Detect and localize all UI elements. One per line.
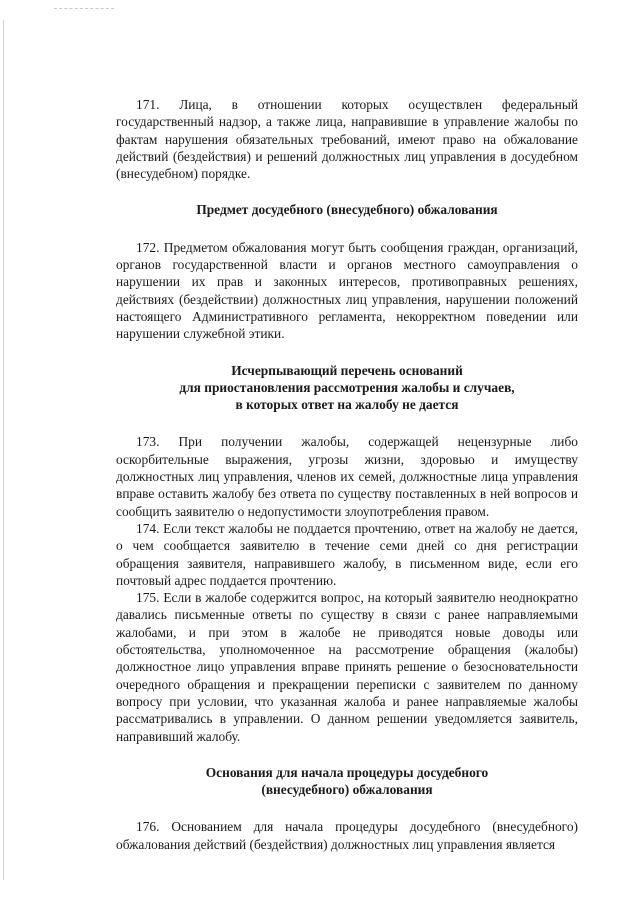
paragraph-173: 173. При получении жалобы, содержащей нецензурные либо оскорбительные выражения, угрозы жизни, здоровью и имуществу должностных лиц управления, членов их семей, должностные лица управления вправе оставить жалобу без ответа по существу поставленных в ней вопросов и сообщить заявителю о недопустимости злоупотребления правом.	[116, 434, 578, 519]
heading-grounds-for-suspension	[116, 362, 578, 414]
heading-line: Основания для начала процедуры досудебного	[205, 764, 489, 780]
document-page	[116, 96, 578, 853]
heading-line: Предмет досудебного (внесудебного) обжалования	[196, 202, 498, 218]
heading-line: для приостановления рассмотрения жалобы и случаев,	[179, 379, 515, 395]
heading-line: (внесудебного) обжалования	[261, 782, 433, 798]
heading-grounds-to-start-procedure	[116, 764, 578, 799]
scan-edge-mark	[54, 8, 114, 9]
scan-left-edge	[3, 20, 4, 880]
heading-line: Исчерпывающий перечень оснований	[231, 362, 463, 378]
paragraph-172: 172. Предметом обжалования могут быть сообщения граждан, организаций, органов государственной власти и органов местного самоуправления о нарушении их прав и законных интересов, противоправных решениях, действиях (бездействии) должностных лиц управления, нарушении положений настоящего Административного регламента, некорректном поведении или нарушении служебной этики.	[116, 239, 578, 342]
heading-complaint-subject	[116, 201, 578, 218]
paragraph-174: 174. Если текст жалобы не поддается прочтению, ответ на жалобу не дается, о чем сообщается заявителю в течение семи дней со дня регистрации обращения заявителя, направившего жалобу, в письменном виде, если его почтовый адрес поддается прочтению.	[116, 520, 578, 588]
paragraph-176: 176. Основанием для начала процедуры досудебного (внесудебного) обжалования действий (бездействия) должностных лиц управления является	[116, 819, 578, 852]
heading-line: в которых ответ на жалобу не дается	[235, 397, 459, 413]
paragraph-171: 171. Лица, в отношении которых осуществлен федеральный государственный надзор, а также лица, направившие в управление жалобы по фактам нарушения обязательных требований, имеют право на обжалование действий (бездействия) и решений должностных лиц управления в досудебном (внесудебном) порядке.	[116, 97, 578, 182]
paragraph-175: 175. Если в жалобе содержится вопрос, на который заявителю неоднократно давались письменные ответы по существу в связи с ранее направляемыми жалобами, и при этом в жалобе не приводятся новые доводы или обстоятельства, уполномоченное на рассмотрение обращения (жалобы) должностное лицо управления вправе принять решение о безосновательности очередного обращения и прекращении переписки с заявителем по данному вопросу при условии, что указанная жалоба и ранее направляемые жалобы рассматривались в управлении. О данном решении уведомляется заявитель, направивший жалобу.	[116, 590, 578, 744]
